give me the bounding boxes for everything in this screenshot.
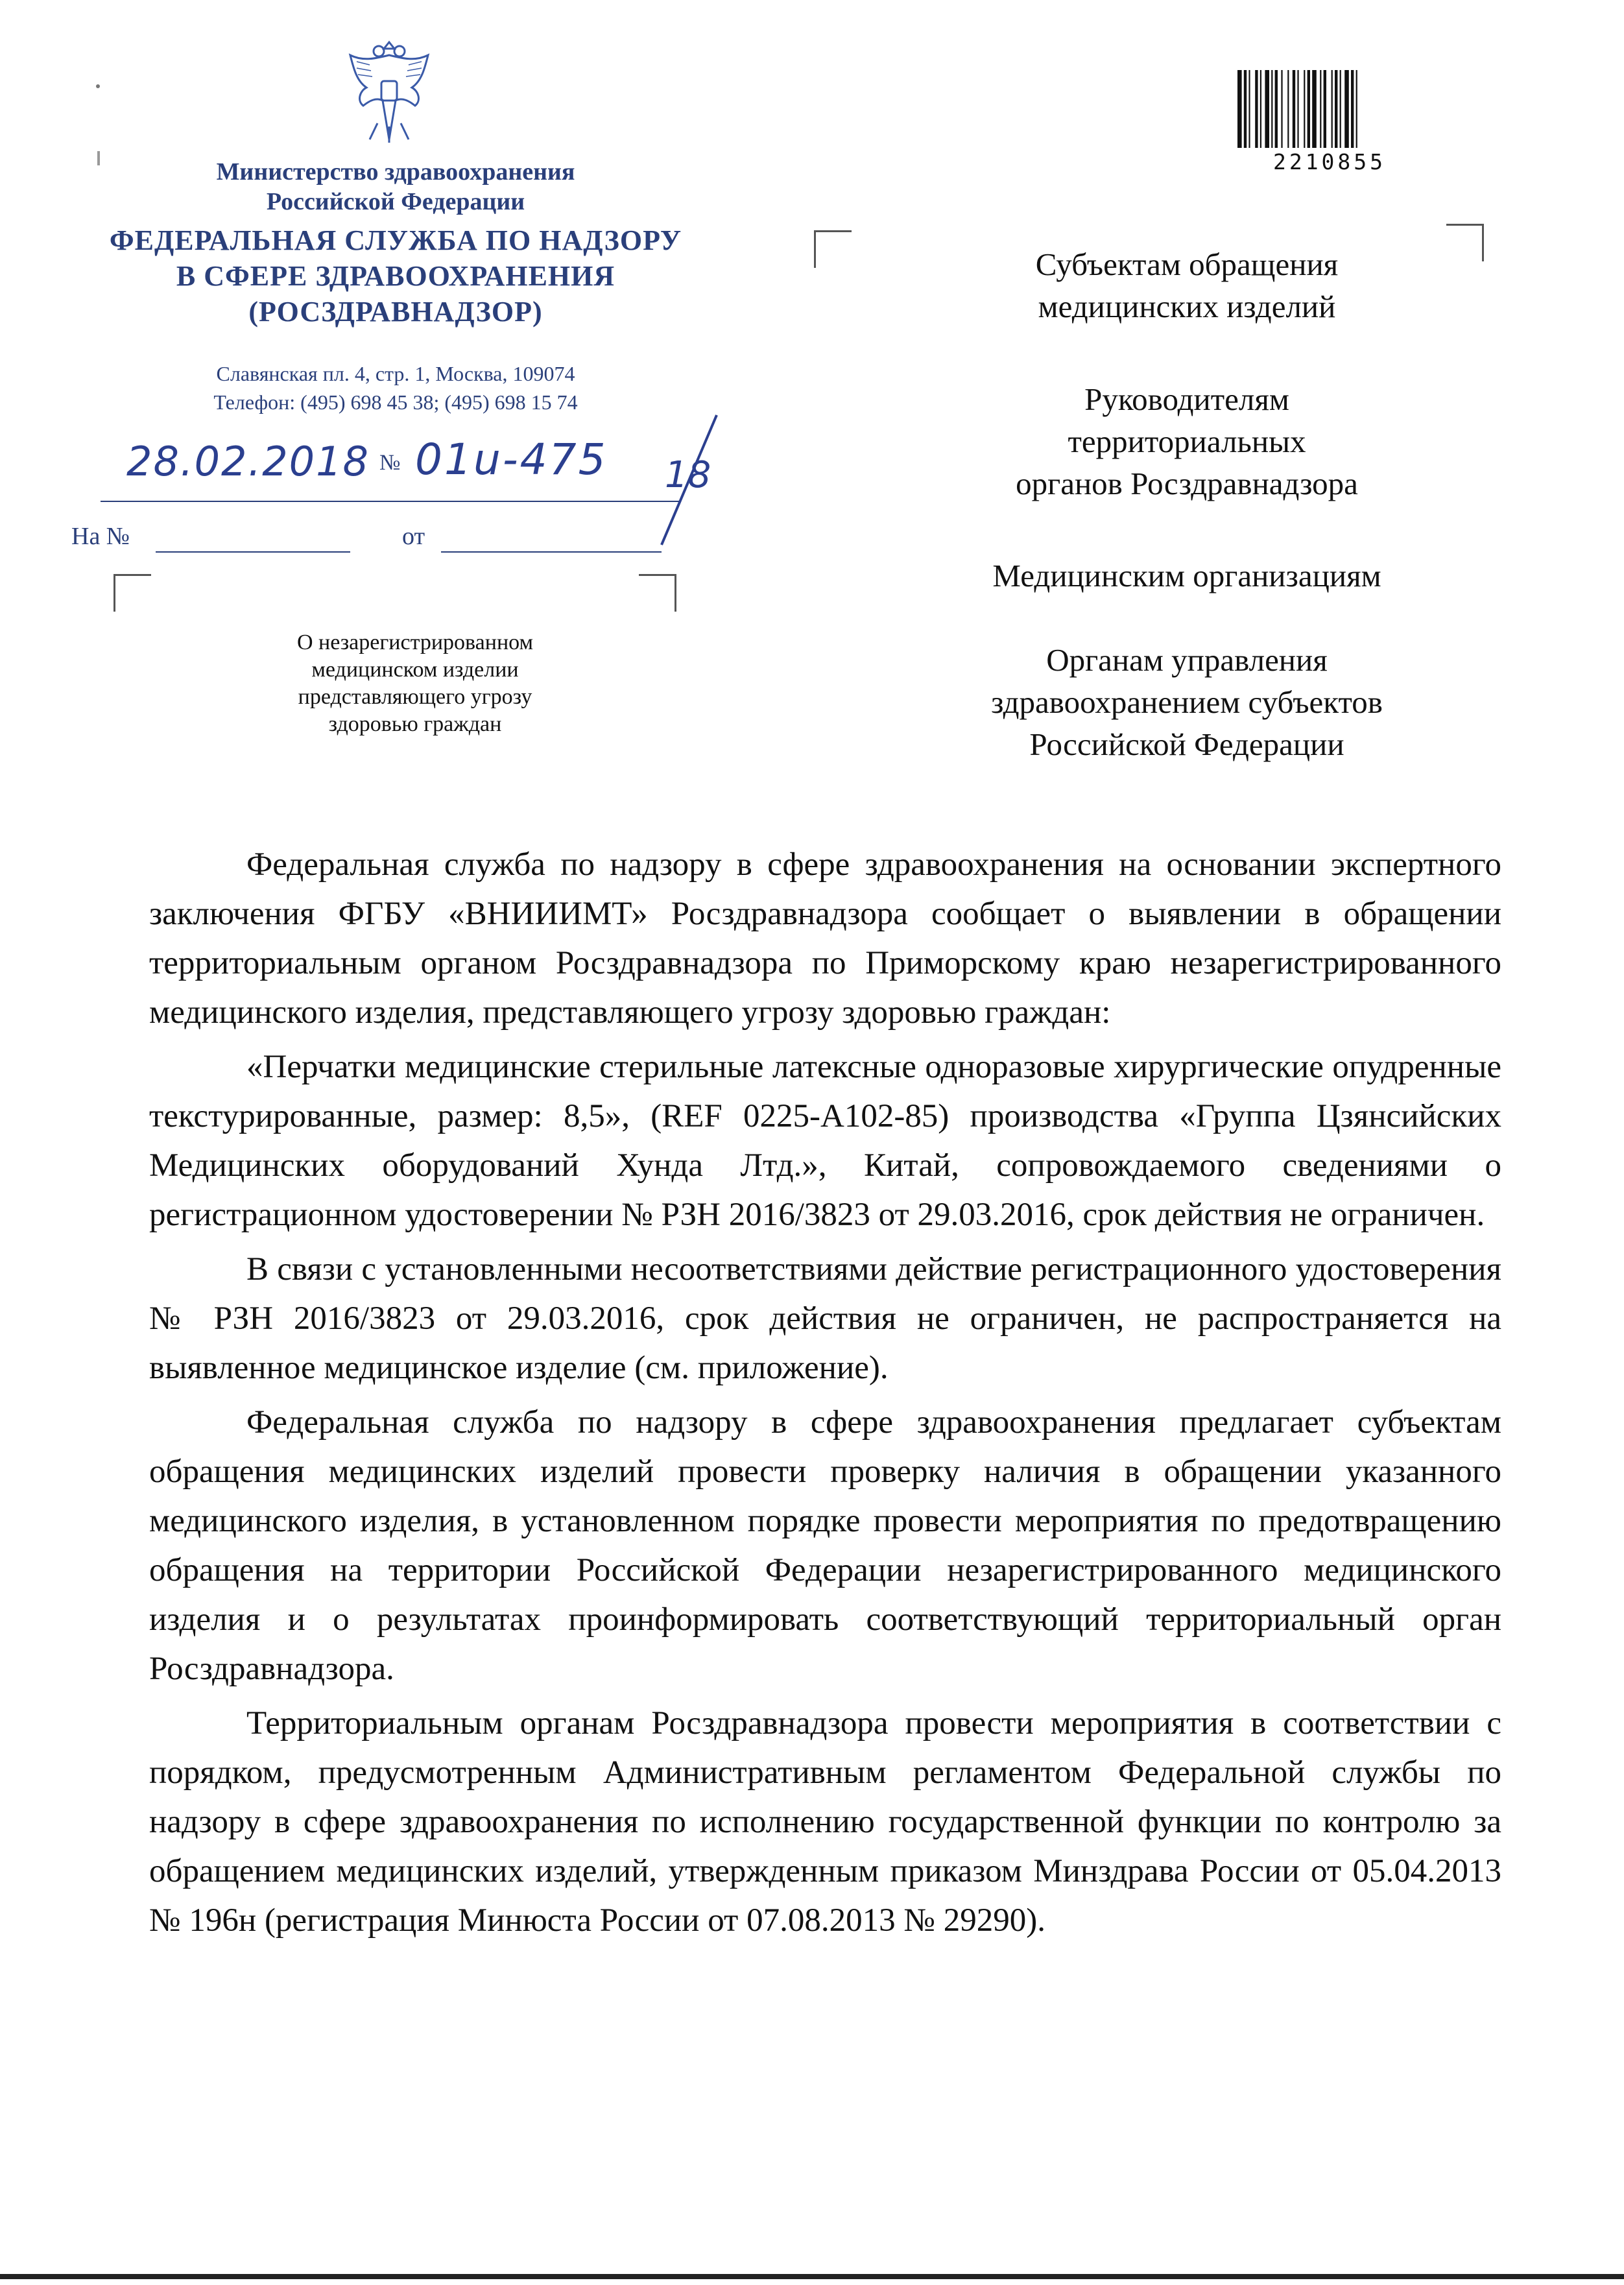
addressee-line: Российской Федерации (1029, 726, 1344, 762)
letter-body (149, 840, 1501, 1945)
addressee-line: здравоохранением субъектов (991, 684, 1383, 720)
body-paragraph: Территориальным органам Росздравнадзора провести мероприятия в соответствии с порядком, предусмотренным Административным регламентом Федеральной службы по надзору в сфере здравоохранения по исполнению государственной функции по контролю за обращением медицинских изделий, утвержденным приказом Минздрава России от 05.04.2013 № 196н (регистрация Минюста России от 07.08.2013 № 29290). (149, 1705, 1501, 1939)
outgoing-number: 01u-475 (415, 435, 608, 485)
body-paragraph: Федеральная служба по надзору в сфере здравоохранения предлагает субъектам обращения медицинских изделий провести проверку наличия в обращении указанного медицинского изделия, в установленном порядке провести мероприятия по предотвращению обращения на территории Российской Федерации незарегистрированного медицинского изделия и о результатах проинформировать соответствующий территориальный орган Росздравнадзора. (149, 1404, 1501, 1687)
registration-underline (101, 501, 681, 502)
addressee-bracket-left (814, 230, 852, 268)
phone-numbers: Телефон: (495) 698 45 38; (495) 698 15 74 (213, 390, 578, 414)
barcode-bar (1308, 70, 1310, 148)
reference-number-label: На № (71, 523, 130, 550)
addressee-line: Органам управления (1046, 642, 1328, 678)
addressee-line: медицинских изделий (1038, 289, 1336, 324)
outgoing-date: 28.02.2018 (126, 438, 370, 485)
barcode-bar (1344, 70, 1349, 148)
barcode-bar (1293, 70, 1295, 148)
barcode-bar (1237, 70, 1242, 148)
service-name-line1: ФЕДЕРАЛЬНАЯ СЛУЖБА ПО НАДЗОРУ (109, 224, 682, 256)
addressee-block (908, 243, 1466, 328)
addressee-line: территориальных (1068, 424, 1306, 459)
barcode-bar (1351, 70, 1354, 148)
barcode-bar (1275, 70, 1278, 148)
addressee-block (908, 555, 1466, 597)
barcode-bar (1244, 70, 1247, 148)
subject-line: здоровью граждан (328, 712, 502, 736)
barcode-bar (1255, 70, 1258, 148)
reference-number-blank (156, 551, 350, 553)
barcode-number: 2210855 (1272, 149, 1387, 174)
barcode-bar (1340, 70, 1341, 148)
addressee-line: Субъектам обращения (1035, 246, 1339, 282)
barcode-bar (1335, 70, 1337, 148)
barcode-bar (1248, 70, 1250, 148)
postal-address: Славянская пл. 4, стр. 1, Москва, 109074 (216, 362, 575, 385)
subject-bracket-right (639, 574, 676, 612)
barcode-bar (1297, 70, 1298, 148)
body-paragraph: «Перчатки медицинские стерильные латексные одноразовые хирургические опудренные текстурированные, размер: 8,5», (REF 0225-A102-85) производства «Группа Цзянсийских Медицинских оборудований Хунда Лтд.», Китай, сопровождаемого сведениями о регистрационном удостоверении № РЗН 2016/3823 от 29.03.2016, срок действия не ограничен. (149, 1049, 1501, 1233)
barcode-bar (1271, 70, 1272, 148)
barcode-bar (1281, 70, 1282, 148)
handwritten-slash (649, 412, 726, 548)
subject-line: медицинском изделии (311, 658, 519, 682)
reference-date-blank (441, 551, 662, 553)
barcode-bar (1312, 70, 1317, 148)
addressee-block (908, 378, 1466, 505)
addressee-line: Руководителям (1084, 381, 1289, 417)
body-paragraph: В связи с установленными несоответствиями действие регистрационного удостоверения № РЗН 2016/3823 от 29.03.2016, срок действия не ограничен, не распространяется на выявленное медицинское изделие (см. приложение). (149, 1251, 1501, 1386)
subject-bracket-left (113, 574, 151, 612)
barcode-bar (1331, 70, 1333, 148)
barcode-bar (1320, 70, 1321, 148)
barcode-bar (1356, 70, 1357, 148)
service-name-line2: В СФЕРЕ ЗДРАВООХРАНЕНИЯ (176, 260, 615, 292)
state-emblem-icon (337, 29, 441, 152)
barcode-bar (1260, 70, 1261, 148)
subject-line: представляющего угрозу (298, 685, 532, 709)
reference-date-label: от (402, 523, 425, 550)
service-name-abbr: (РОСЗДРАВНАДЗОР) (248, 296, 543, 328)
barcode (1232, 70, 1427, 154)
addressee-line: органов Росздравнадзора (1016, 466, 1358, 501)
barcode-bar (1287, 70, 1289, 148)
ministry-name: Министерство здравоохранения (216, 158, 575, 185)
addressee-line: Медицинским организациям (992, 558, 1381, 593)
barcode-bar (1324, 70, 1326, 148)
ministry-country: Российской Федерации (266, 188, 525, 215)
addressee-block (908, 639, 1466, 765)
subject-line: О незарегистрированном (296, 630, 534, 654)
barcode-bar (1265, 70, 1269, 148)
scan-mark (96, 84, 100, 88)
number-sign: № (379, 451, 401, 475)
barcode-bar (1304, 70, 1305, 148)
page-bottom-edge (0, 2274, 1624, 2279)
outgoing-number-year: 18 (665, 454, 711, 496)
letter-subject (195, 629, 636, 738)
body-paragraph: Федеральная служба по надзору в сфере здравоохранения на основании экспертного заключения ФГБУ «ВНИИИМТ» Росздравнадзора сообщает о выявлении в обращении территориальным органом Росздравнадзора по Приморскому краю незарегистрированного медицинского изделия, представляющего угрозу здоровью граждан: (149, 846, 1501, 1031)
